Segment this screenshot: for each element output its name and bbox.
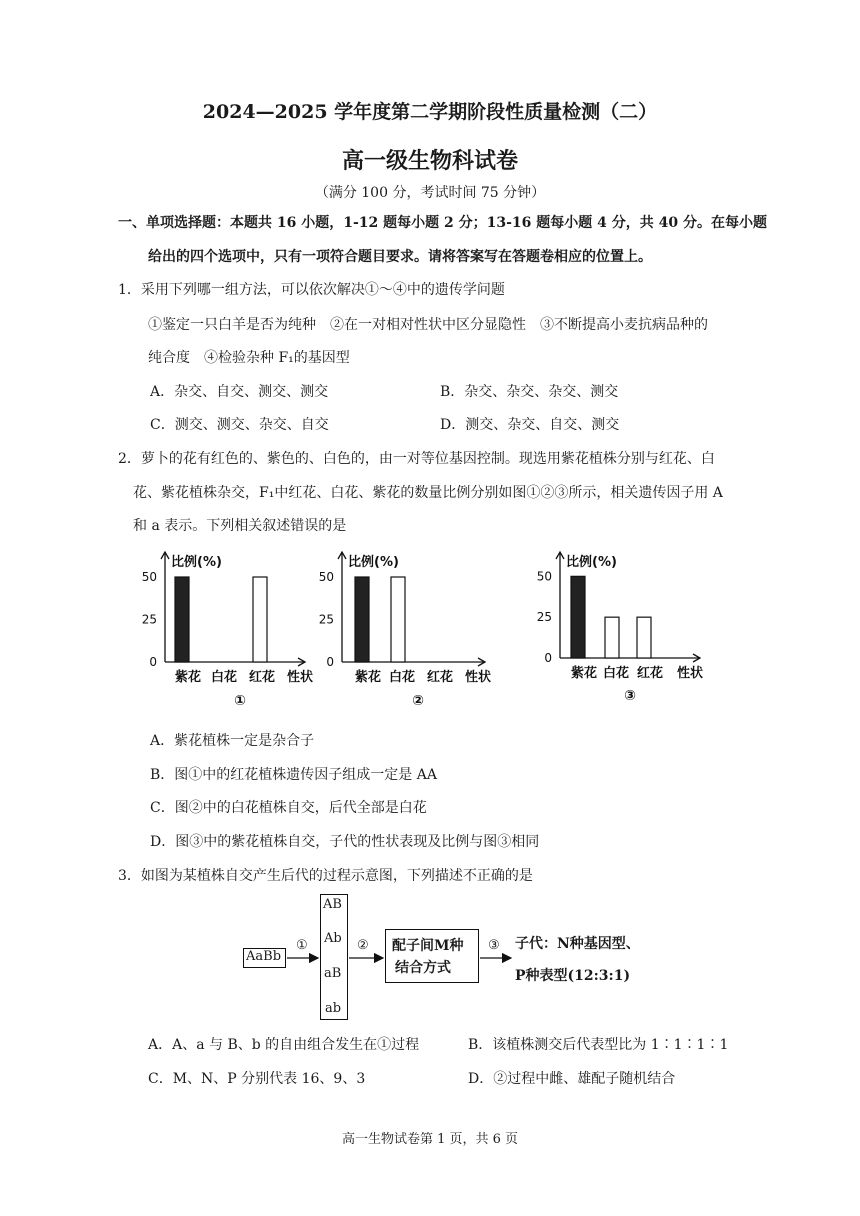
chart1-xlabel: 性状 bbox=[286, 670, 314, 685]
q1-option-c: C．测交、测交、杂交、自交 bbox=[150, 417, 329, 433]
gamete-ab-upper: AB bbox=[323, 897, 342, 912]
q1-stem: 1．采用下列哪一组方法，可以依次解决①～④中的遗传学问题 bbox=[118, 282, 505, 298]
chart3-category-1: 紫花 bbox=[570, 666, 598, 681]
chart3-caption: ③ bbox=[624, 688, 636, 704]
q3-option-b: B．该植株测交后代表型比为 1∶1∶1∶1 bbox=[468, 1037, 729, 1053]
chart1-ytick-25: 25 bbox=[141, 612, 157, 627]
chart2-bar-2 bbox=[391, 577, 405, 662]
chart1-bar-1 bbox=[175, 577, 189, 662]
section-instruction-line1: 一、单项选择题：本题共 16 小题，1-12 题每小题 2 分；13-16 题每小题 4 分，共 40 分。在每小题 bbox=[118, 215, 767, 231]
step-3-label: ③ bbox=[488, 938, 500, 953]
step-1-label: ① bbox=[296, 938, 308, 953]
chart2-ytick-50: 50 bbox=[318, 570, 334, 584]
chart2-xlabel: 性状 bbox=[464, 670, 492, 685]
chart2-caption: ② bbox=[412, 693, 424, 709]
q2-option-d: D．图③中的紫花植株自交，子代的性状表现及比例与图③相同 bbox=[150, 834, 540, 850]
chart2-category-3: 红花 bbox=[426, 670, 454, 685]
exam-note: （满分 100 分，考试时间 75 分钟） bbox=[314, 185, 546, 201]
gamete-ab-lower: ab bbox=[325, 1001, 342, 1016]
q3-option-d: D．②过程中雌、雄配子随机结合 bbox=[468, 1071, 676, 1087]
q2-bar-charts bbox=[0, 540, 860, 715]
section-instruction-line2: 给出的四个选项中，只有一项符合题目要求。请将答案写在答题卷相应的位置上。 bbox=[148, 249, 652, 265]
chart3-bar-2 bbox=[605, 617, 619, 658]
chart3-ytick-0: 0 bbox=[544, 651, 552, 665]
combination-line1: 配子间M种 bbox=[392, 938, 464, 954]
chart1-category-2: 白花 bbox=[210, 670, 238, 685]
chart2-category-1: 紫花 bbox=[354, 670, 382, 685]
q2-line1: 2．萝卜的花有红色的、紫色的、白色的，由一对等位基因控制。现选用紫花植株分别与红花、白 bbox=[118, 451, 715, 467]
chart1-caption: ① bbox=[234, 693, 246, 709]
chart2-ylabel: 比例(%) bbox=[348, 555, 399, 570]
q1-line2: ①鉴定一只白羊是否为纯种 ②在一对相对性状中区分显隐性 ③不断提高小麦抗病品种的 bbox=[148, 317, 708, 333]
chart3-bar-1 bbox=[571, 576, 585, 658]
exam-subtitle: 高一级生物科试卷 bbox=[341, 148, 518, 174]
q2-line3: 和 a 表示。下列相关叙述错误的是 bbox=[133, 518, 347, 534]
chart1-category-1: 紫花 bbox=[174, 670, 202, 685]
chart3-bar-3 bbox=[637, 617, 651, 658]
q3-flow-diagram bbox=[0, 890, 860, 1025]
chart2-category-2: 白花 bbox=[388, 670, 416, 685]
offspring-line1: 子代：N种基因型、 bbox=[515, 936, 640, 952]
chart1-category-3: 红花 bbox=[248, 670, 276, 685]
q3-option-a: A．A、a 与 B、b 的自由组合发生在①过程 bbox=[148, 1037, 420, 1053]
chart3-category-3: 红花 bbox=[636, 666, 664, 681]
flow-arrows bbox=[0, 890, 860, 1025]
q2-option-a: A．紫花植株一定是杂合子 bbox=[150, 733, 315, 749]
offspring-line2: P种表型(12:3:1) bbox=[515, 968, 631, 984]
q1-option-d: D．测交、杂交、自交、测交 bbox=[440, 417, 620, 433]
step-2-label: ② bbox=[357, 938, 369, 953]
parent-genotype: AaBb bbox=[246, 949, 282, 964]
q3-option-c: C．M、N、P 分别代表 16、9、3 bbox=[148, 1071, 366, 1087]
combination-line2: 结合方式 bbox=[395, 960, 451, 976]
exam-title: 2024—2025 学年度第二学期阶段性质量检测（二） bbox=[202, 101, 658, 123]
q3-stem: 3．如图为某植株自交产生后代的过程示意图，下列描述不正确的是 bbox=[118, 868, 533, 884]
chart2-ytick-25: 25 bbox=[318, 612, 334, 627]
q1-line3: 纯合度 ④检验杂种 F₁的基因型 bbox=[148, 350, 350, 366]
chart1-ytick-0: 0 bbox=[149, 655, 157, 669]
chart3-category-2: 白花 bbox=[602, 666, 630, 681]
gamete-ab-lower-upper: aB bbox=[324, 966, 342, 981]
q2-line2: 花、紫花植株杂交，F₁中红花、白花、紫花的数量比例分别如图①②③所示，相关遗传因子用 A bbox=[133, 485, 723, 501]
chart3-ytick-25: 25 bbox=[536, 610, 552, 625]
q2-option-c: C．图②中的白花植株自交，后代全部是白花 bbox=[150, 800, 427, 816]
chart1-ylabel: 比例(%) bbox=[171, 555, 222, 570]
page-footer: 高一生物试卷第 1 页，共 6 页 bbox=[341, 1132, 519, 1147]
q1-option-a: A．杂交、自交、测交、测交 bbox=[150, 384, 329, 400]
q1-option-b: B．杂交、杂交、杂交、测交 bbox=[440, 384, 619, 400]
chart1-ytick-50: 50 bbox=[141, 570, 157, 584]
gamete-ab-mixed: Ab bbox=[324, 931, 342, 946]
chart3-ylabel: 比例(%) bbox=[566, 555, 617, 570]
chart3-ytick-50: 50 bbox=[536, 569, 552, 584]
chart2-bar-1 bbox=[355, 577, 369, 662]
chart3-xlabel: 性状 bbox=[676, 666, 704, 681]
q2-option-b: B．图①中的红花植株遗传因子组成一定是 AA bbox=[150, 767, 437, 783]
chart1-bar-3 bbox=[253, 577, 267, 662]
chart2-ytick-0: 0 bbox=[326, 655, 334, 669]
